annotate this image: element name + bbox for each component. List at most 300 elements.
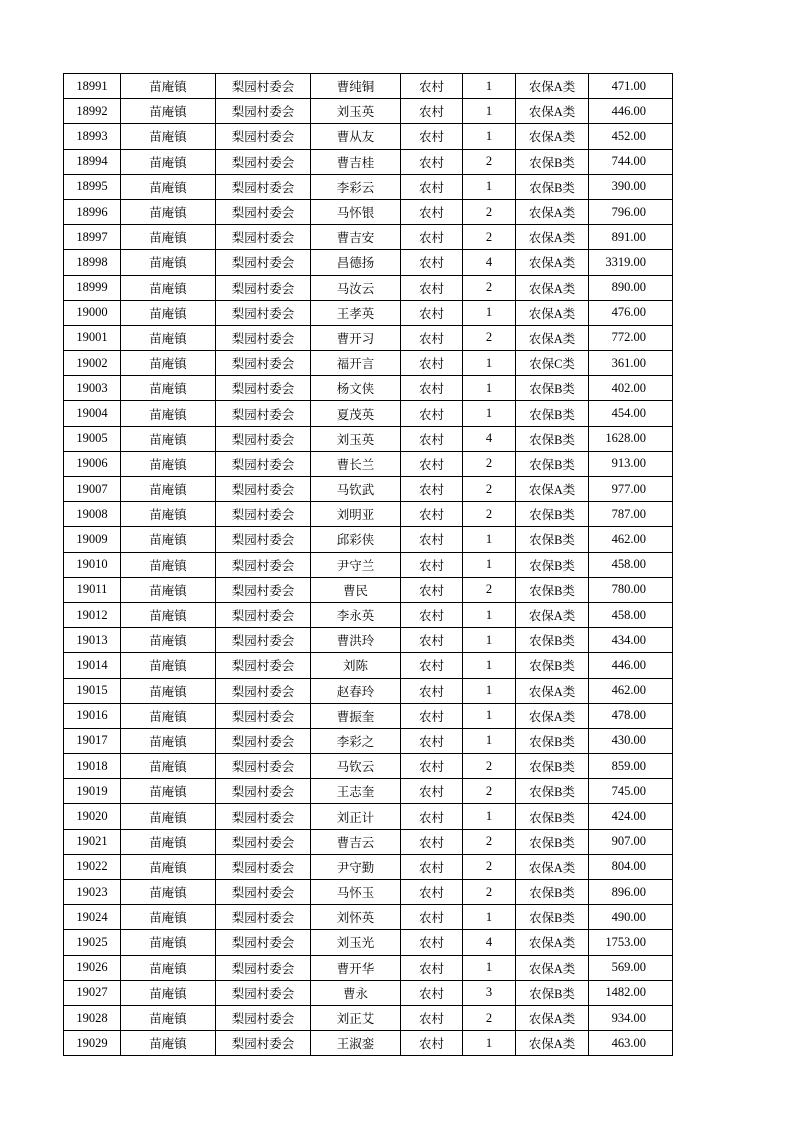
cell-town: 苗庵镇	[121, 250, 216, 275]
cell-person-count: 1	[463, 99, 516, 124]
cell-amount: 471.00	[589, 74, 673, 99]
cell-category: 农村	[401, 653, 463, 678]
cell-row-id: 19004	[64, 401, 121, 426]
cell-row-id: 19019	[64, 779, 121, 804]
cell-village: 梨园村委会	[216, 854, 311, 879]
cell-amount: 458.00	[589, 552, 673, 577]
cell-amount: 454.00	[589, 401, 673, 426]
cell-person-count: 1	[463, 527, 516, 552]
cell-person-count: 2	[463, 779, 516, 804]
cell-town: 苗庵镇	[121, 74, 216, 99]
cell-amount: 977.00	[589, 477, 673, 502]
cell-row-id: 19024	[64, 905, 121, 930]
table-row	[64, 250, 673, 275]
table-row	[64, 99, 673, 124]
cell-person-count: 1	[463, 804, 516, 829]
cell-town: 苗庵镇	[121, 225, 216, 250]
cell-village: 梨园村委会	[216, 653, 311, 678]
cell-category: 农村	[401, 880, 463, 905]
cell-insurance-type: 农保A类	[516, 300, 589, 325]
cell-amount: 490.00	[589, 905, 673, 930]
cell-person-name: 刘正艾	[311, 1005, 401, 1030]
cell-row-id: 18992	[64, 99, 121, 124]
cell-amount: 3319.00	[589, 250, 673, 275]
cell-insurance-type: 农保B类	[516, 376, 589, 401]
cell-person-name: 杨文侠	[311, 376, 401, 401]
cell-person-name: 李彩之	[311, 728, 401, 753]
table-row	[64, 477, 673, 502]
cell-row-id: 19014	[64, 653, 121, 678]
cell-person-name: 曹吉桂	[311, 149, 401, 174]
cell-category: 农村	[401, 250, 463, 275]
cell-person-name: 刘明亚	[311, 502, 401, 527]
cell-village: 梨园村委会	[216, 804, 311, 829]
cell-person-name: 刘玉光	[311, 930, 401, 955]
cell-person-count: 4	[463, 426, 516, 451]
cell-person-name: 马怀银	[311, 199, 401, 224]
cell-amount: 913.00	[589, 451, 673, 476]
cell-category: 农村	[401, 728, 463, 753]
cell-town: 苗庵镇	[121, 99, 216, 124]
cell-village: 梨园村委会	[216, 980, 311, 1005]
cell-town: 苗庵镇	[121, 477, 216, 502]
cell-amount: 745.00	[589, 779, 673, 804]
cell-category: 农村	[401, 804, 463, 829]
cell-person-count: 1	[463, 703, 516, 728]
cell-village: 梨园村委会	[216, 376, 311, 401]
cell-insurance-type: 农保B类	[516, 502, 589, 527]
cell-person-count: 1	[463, 628, 516, 653]
cell-category: 农村	[401, 930, 463, 955]
table-body	[64, 74, 673, 1056]
cell-insurance-type: 农保A类	[516, 1005, 589, 1030]
cell-row-id: 18998	[64, 250, 121, 275]
cell-insurance-type: 农保B类	[516, 527, 589, 552]
cell-row-id: 19013	[64, 628, 121, 653]
table-row	[64, 854, 673, 879]
table-row	[64, 451, 673, 476]
cell-category: 农村	[401, 678, 463, 703]
cell-person-name: 马钦云	[311, 754, 401, 779]
cell-village: 梨园村委会	[216, 149, 311, 174]
cell-insurance-type: 农保B类	[516, 149, 589, 174]
cell-row-id: 19017	[64, 728, 121, 753]
cell-village: 梨园村委会	[216, 250, 311, 275]
cell-category: 农村	[401, 149, 463, 174]
table-row	[64, 804, 673, 829]
cell-village: 梨园村委会	[216, 527, 311, 552]
cell-row-id: 18995	[64, 174, 121, 199]
cell-town: 苗庵镇	[121, 527, 216, 552]
table-row	[64, 426, 673, 451]
cell-person-count: 2	[463, 754, 516, 779]
cell-category: 农村	[401, 300, 463, 325]
cell-insurance-type: 农保A类	[516, 1031, 589, 1056]
cell-village: 梨园村委会	[216, 99, 311, 124]
cell-category: 农村	[401, 451, 463, 476]
cell-category: 农村	[401, 351, 463, 376]
cell-person-count: 1	[463, 602, 516, 627]
cell-village: 梨园村委会	[216, 300, 311, 325]
cell-row-id: 19008	[64, 502, 121, 527]
cell-town: 苗庵镇	[121, 376, 216, 401]
cell-category: 农村	[401, 502, 463, 527]
cell-amount: 1753.00	[589, 930, 673, 955]
cell-person-name: 李彩云	[311, 174, 401, 199]
cell-insurance-type: 农保A类	[516, 477, 589, 502]
cell-person-count: 1	[463, 300, 516, 325]
table-row	[64, 980, 673, 1005]
table-row	[64, 905, 673, 930]
cell-row-id: 19007	[64, 477, 121, 502]
cell-person-name: 夏茂英	[311, 401, 401, 426]
cell-category: 农村	[401, 955, 463, 980]
table-row	[64, 527, 673, 552]
cell-insurance-type: 农保A类	[516, 678, 589, 703]
table-row	[64, 275, 673, 300]
cell-insurance-type: 农保A类	[516, 703, 589, 728]
cell-amount: 458.00	[589, 602, 673, 627]
cell-town: 苗庵镇	[121, 930, 216, 955]
cell-town: 苗庵镇	[121, 804, 216, 829]
cell-category: 农村	[401, 779, 463, 804]
cell-person-name: 尹守兰	[311, 552, 401, 577]
cell-amount: 434.00	[589, 628, 673, 653]
cell-insurance-type: 农保B类	[516, 552, 589, 577]
cell-town: 苗庵镇	[121, 502, 216, 527]
cell-person-name: 曹从友	[311, 124, 401, 149]
table-row	[64, 754, 673, 779]
cell-village: 梨园村委会	[216, 552, 311, 577]
cell-person-count: 4	[463, 250, 516, 275]
cell-row-id: 19005	[64, 426, 121, 451]
cell-category: 农村	[401, 527, 463, 552]
cell-row-id: 19021	[64, 829, 121, 854]
table-row	[64, 1005, 673, 1030]
cell-category: 农村	[401, 376, 463, 401]
cell-category: 农村	[401, 602, 463, 627]
table-row	[64, 955, 673, 980]
cell-amount: 772.00	[589, 325, 673, 350]
cell-row-id: 19009	[64, 527, 121, 552]
cell-town: 苗庵镇	[121, 854, 216, 879]
cell-village: 梨园村委会	[216, 426, 311, 451]
cell-town: 苗庵镇	[121, 401, 216, 426]
cell-amount: 390.00	[589, 174, 673, 199]
cell-person-name: 刘玉英	[311, 426, 401, 451]
cell-person-count: 2	[463, 275, 516, 300]
cell-village: 梨园村委会	[216, 325, 311, 350]
cell-row-id: 18999	[64, 275, 121, 300]
table-row	[64, 880, 673, 905]
cell-row-id: 19015	[64, 678, 121, 703]
cell-town: 苗庵镇	[121, 728, 216, 753]
cell-person-name: 曹振奎	[311, 703, 401, 728]
cell-person-count: 2	[463, 854, 516, 879]
cell-insurance-type: 农保A类	[516, 99, 589, 124]
cell-category: 农村	[401, 854, 463, 879]
table-row	[64, 74, 673, 99]
cell-row-id: 19010	[64, 552, 121, 577]
cell-town: 苗庵镇	[121, 880, 216, 905]
cell-amount: 452.00	[589, 124, 673, 149]
cell-insurance-type: 农保A类	[516, 124, 589, 149]
cell-village: 梨园村委会	[216, 880, 311, 905]
cell-town: 苗庵镇	[121, 124, 216, 149]
cell-person-name: 邱彩侠	[311, 527, 401, 552]
cell-village: 梨园村委会	[216, 703, 311, 728]
cell-amount: 787.00	[589, 502, 673, 527]
cell-insurance-type: 农保B类	[516, 905, 589, 930]
cell-category: 农村	[401, 1005, 463, 1030]
cell-amount: 402.00	[589, 376, 673, 401]
cell-insurance-type: 农保C类	[516, 351, 589, 376]
cell-town: 苗庵镇	[121, 426, 216, 451]
cell-category: 农村	[401, 99, 463, 124]
cell-person-count: 1	[463, 955, 516, 980]
cell-town: 苗庵镇	[121, 829, 216, 854]
cell-person-count: 2	[463, 880, 516, 905]
cell-amount: 1628.00	[589, 426, 673, 451]
cell-amount: 462.00	[589, 678, 673, 703]
cell-town: 苗庵镇	[121, 1005, 216, 1030]
cell-village: 梨园村委会	[216, 602, 311, 627]
cell-town: 苗庵镇	[121, 602, 216, 627]
cell-person-count: 2	[463, 225, 516, 250]
cell-row-id: 19003	[64, 376, 121, 401]
table-row	[64, 351, 673, 376]
cell-amount: 361.00	[589, 351, 673, 376]
cell-person-name: 刘正计	[311, 804, 401, 829]
cell-village: 梨园村委会	[216, 502, 311, 527]
cell-amount: 934.00	[589, 1005, 673, 1030]
cell-category: 农村	[401, 829, 463, 854]
cell-insurance-type: 农保A类	[516, 955, 589, 980]
cell-person-count: 2	[463, 1005, 516, 1030]
table-row	[64, 401, 673, 426]
table-row	[64, 376, 673, 401]
cell-insurance-type: 农保A类	[516, 325, 589, 350]
cell-person-count: 1	[463, 74, 516, 99]
cell-village: 梨园村委会	[216, 124, 311, 149]
cell-person-count: 1	[463, 1031, 516, 1056]
table-row	[64, 502, 673, 527]
cell-person-name: 曹开华	[311, 955, 401, 980]
cell-category: 农村	[401, 552, 463, 577]
cell-insurance-type: 农保A类	[516, 275, 589, 300]
cell-person-count: 1	[463, 174, 516, 199]
cell-town: 苗庵镇	[121, 653, 216, 678]
cell-category: 农村	[401, 225, 463, 250]
cell-row-id: 19018	[64, 754, 121, 779]
cell-insurance-type: 农保A类	[516, 74, 589, 99]
cell-person-name: 刘怀英	[311, 905, 401, 930]
table-row	[64, 174, 673, 199]
cell-person-count: 2	[463, 325, 516, 350]
cell-insurance-type: 农保B类	[516, 880, 589, 905]
cell-village: 梨园村委会	[216, 1005, 311, 1030]
cell-category: 农村	[401, 401, 463, 426]
cell-amount: 780.00	[589, 577, 673, 602]
cell-village: 梨园村委会	[216, 628, 311, 653]
table-row	[64, 602, 673, 627]
table-row	[64, 829, 673, 854]
cell-amount: 424.00	[589, 804, 673, 829]
cell-person-name: 曹吉云	[311, 829, 401, 854]
table-row	[64, 678, 673, 703]
cell-person-count: 2	[463, 451, 516, 476]
cell-person-name: 曹开习	[311, 325, 401, 350]
cell-insurance-type: 农保B类	[516, 401, 589, 426]
cell-row-id: 19029	[64, 1031, 121, 1056]
cell-row-id: 19023	[64, 880, 121, 905]
cell-amount: 446.00	[589, 653, 673, 678]
cell-person-count: 3	[463, 980, 516, 1005]
cell-person-count: 1	[463, 351, 516, 376]
cell-category: 农村	[401, 426, 463, 451]
cell-amount: 896.00	[589, 880, 673, 905]
table-row	[64, 552, 673, 577]
table-row	[64, 703, 673, 728]
cell-person-count: 1	[463, 678, 516, 703]
cell-row-id: 19001	[64, 325, 121, 350]
cell-category: 农村	[401, 1031, 463, 1056]
cell-category: 农村	[401, 905, 463, 930]
cell-village: 梨园村委会	[216, 829, 311, 854]
cell-insurance-type: 农保B类	[516, 754, 589, 779]
table-row	[64, 300, 673, 325]
cell-insurance-type: 农保A类	[516, 199, 589, 224]
table-row	[64, 930, 673, 955]
cell-person-name: 昌德扬	[311, 250, 401, 275]
cell-village: 梨园村委会	[216, 225, 311, 250]
cell-category: 农村	[401, 124, 463, 149]
cell-person-name: 曹长兰	[311, 451, 401, 476]
cell-village: 梨园村委会	[216, 678, 311, 703]
cell-amount: 744.00	[589, 149, 673, 174]
cell-row-id: 19011	[64, 577, 121, 602]
table-row	[64, 199, 673, 224]
cell-category: 农村	[401, 477, 463, 502]
cell-village: 梨园村委会	[216, 451, 311, 476]
cell-village: 梨园村委会	[216, 779, 311, 804]
cell-town: 苗庵镇	[121, 955, 216, 980]
cell-person-name: 马钦武	[311, 477, 401, 502]
cell-person-name: 曹洪玲	[311, 628, 401, 653]
cell-town: 苗庵镇	[121, 628, 216, 653]
cell-village: 梨园村委会	[216, 174, 311, 199]
cell-insurance-type: 农保B类	[516, 628, 589, 653]
cell-town: 苗庵镇	[121, 552, 216, 577]
cell-row-id: 19016	[64, 703, 121, 728]
cell-person-count: 2	[463, 199, 516, 224]
cell-row-id: 19028	[64, 1005, 121, 1030]
table-row	[64, 779, 673, 804]
cell-person-name: 赵春玲	[311, 678, 401, 703]
cell-village: 梨园村委会	[216, 905, 311, 930]
cell-person-name: 曹永	[311, 980, 401, 1005]
cell-row-id: 19000	[64, 300, 121, 325]
cell-town: 苗庵镇	[121, 1031, 216, 1056]
cell-person-name: 刘陈	[311, 653, 401, 678]
cell-person-name: 李永英	[311, 602, 401, 627]
cell-person-name: 曹民	[311, 577, 401, 602]
cell-category: 农村	[401, 325, 463, 350]
cell-row-id: 19020	[64, 804, 121, 829]
cell-row-id: 18993	[64, 124, 121, 149]
cell-insurance-type: 农保A类	[516, 602, 589, 627]
cell-village: 梨园村委会	[216, 728, 311, 753]
cell-town: 苗庵镇	[121, 703, 216, 728]
cell-person-count: 1	[463, 728, 516, 753]
cell-row-id: 19026	[64, 955, 121, 980]
cell-insurance-type: 农保B类	[516, 779, 589, 804]
cell-village: 梨园村委会	[216, 477, 311, 502]
cell-category: 农村	[401, 754, 463, 779]
cell-town: 苗庵镇	[121, 905, 216, 930]
cell-village: 梨园村委会	[216, 754, 311, 779]
table-row	[64, 728, 673, 753]
cell-village: 梨园村委会	[216, 74, 311, 99]
table-row	[64, 325, 673, 350]
cell-person-name: 马怀玉	[311, 880, 401, 905]
cell-person-count: 2	[463, 829, 516, 854]
cell-amount: 478.00	[589, 703, 673, 728]
cell-insurance-type: 农保B类	[516, 829, 589, 854]
table-row	[64, 124, 673, 149]
cell-amount: 463.00	[589, 1031, 673, 1056]
cell-amount: 430.00	[589, 728, 673, 753]
cell-town: 苗庵镇	[121, 199, 216, 224]
cell-insurance-type: 农保A类	[516, 225, 589, 250]
cell-town: 苗庵镇	[121, 174, 216, 199]
table-row	[64, 149, 673, 174]
cell-person-count: 1	[463, 905, 516, 930]
cell-row-id: 19022	[64, 854, 121, 879]
cell-person-name: 王孝英	[311, 300, 401, 325]
benefits-table	[63, 73, 673, 1056]
cell-category: 农村	[401, 74, 463, 99]
cell-amount: 462.00	[589, 527, 673, 552]
cell-person-name: 曹吉安	[311, 225, 401, 250]
cell-person-name: 尹守勤	[311, 854, 401, 879]
cell-person-name: 王志奎	[311, 779, 401, 804]
cell-person-count: 1	[463, 401, 516, 426]
cell-person-count: 2	[463, 577, 516, 602]
cell-town: 苗庵镇	[121, 300, 216, 325]
cell-category: 农村	[401, 703, 463, 728]
cell-insurance-type: 农保B类	[516, 653, 589, 678]
cell-insurance-type: 农保B类	[516, 174, 589, 199]
cell-village: 梨园村委会	[216, 351, 311, 376]
cell-row-id: 18994	[64, 149, 121, 174]
cell-row-id: 19006	[64, 451, 121, 476]
cell-insurance-type: 农保B类	[516, 426, 589, 451]
cell-town: 苗庵镇	[121, 351, 216, 376]
cell-village: 梨园村委会	[216, 1031, 311, 1056]
cell-insurance-type: 农保A类	[516, 930, 589, 955]
cell-town: 苗庵镇	[121, 754, 216, 779]
cell-row-id: 19027	[64, 980, 121, 1005]
cell-town: 苗庵镇	[121, 451, 216, 476]
cell-category: 农村	[401, 577, 463, 602]
cell-category: 农村	[401, 628, 463, 653]
cell-person-count: 2	[463, 502, 516, 527]
cell-village: 梨园村委会	[216, 577, 311, 602]
cell-amount: 446.00	[589, 99, 673, 124]
cell-village: 梨园村委会	[216, 401, 311, 426]
cell-amount: 476.00	[589, 300, 673, 325]
